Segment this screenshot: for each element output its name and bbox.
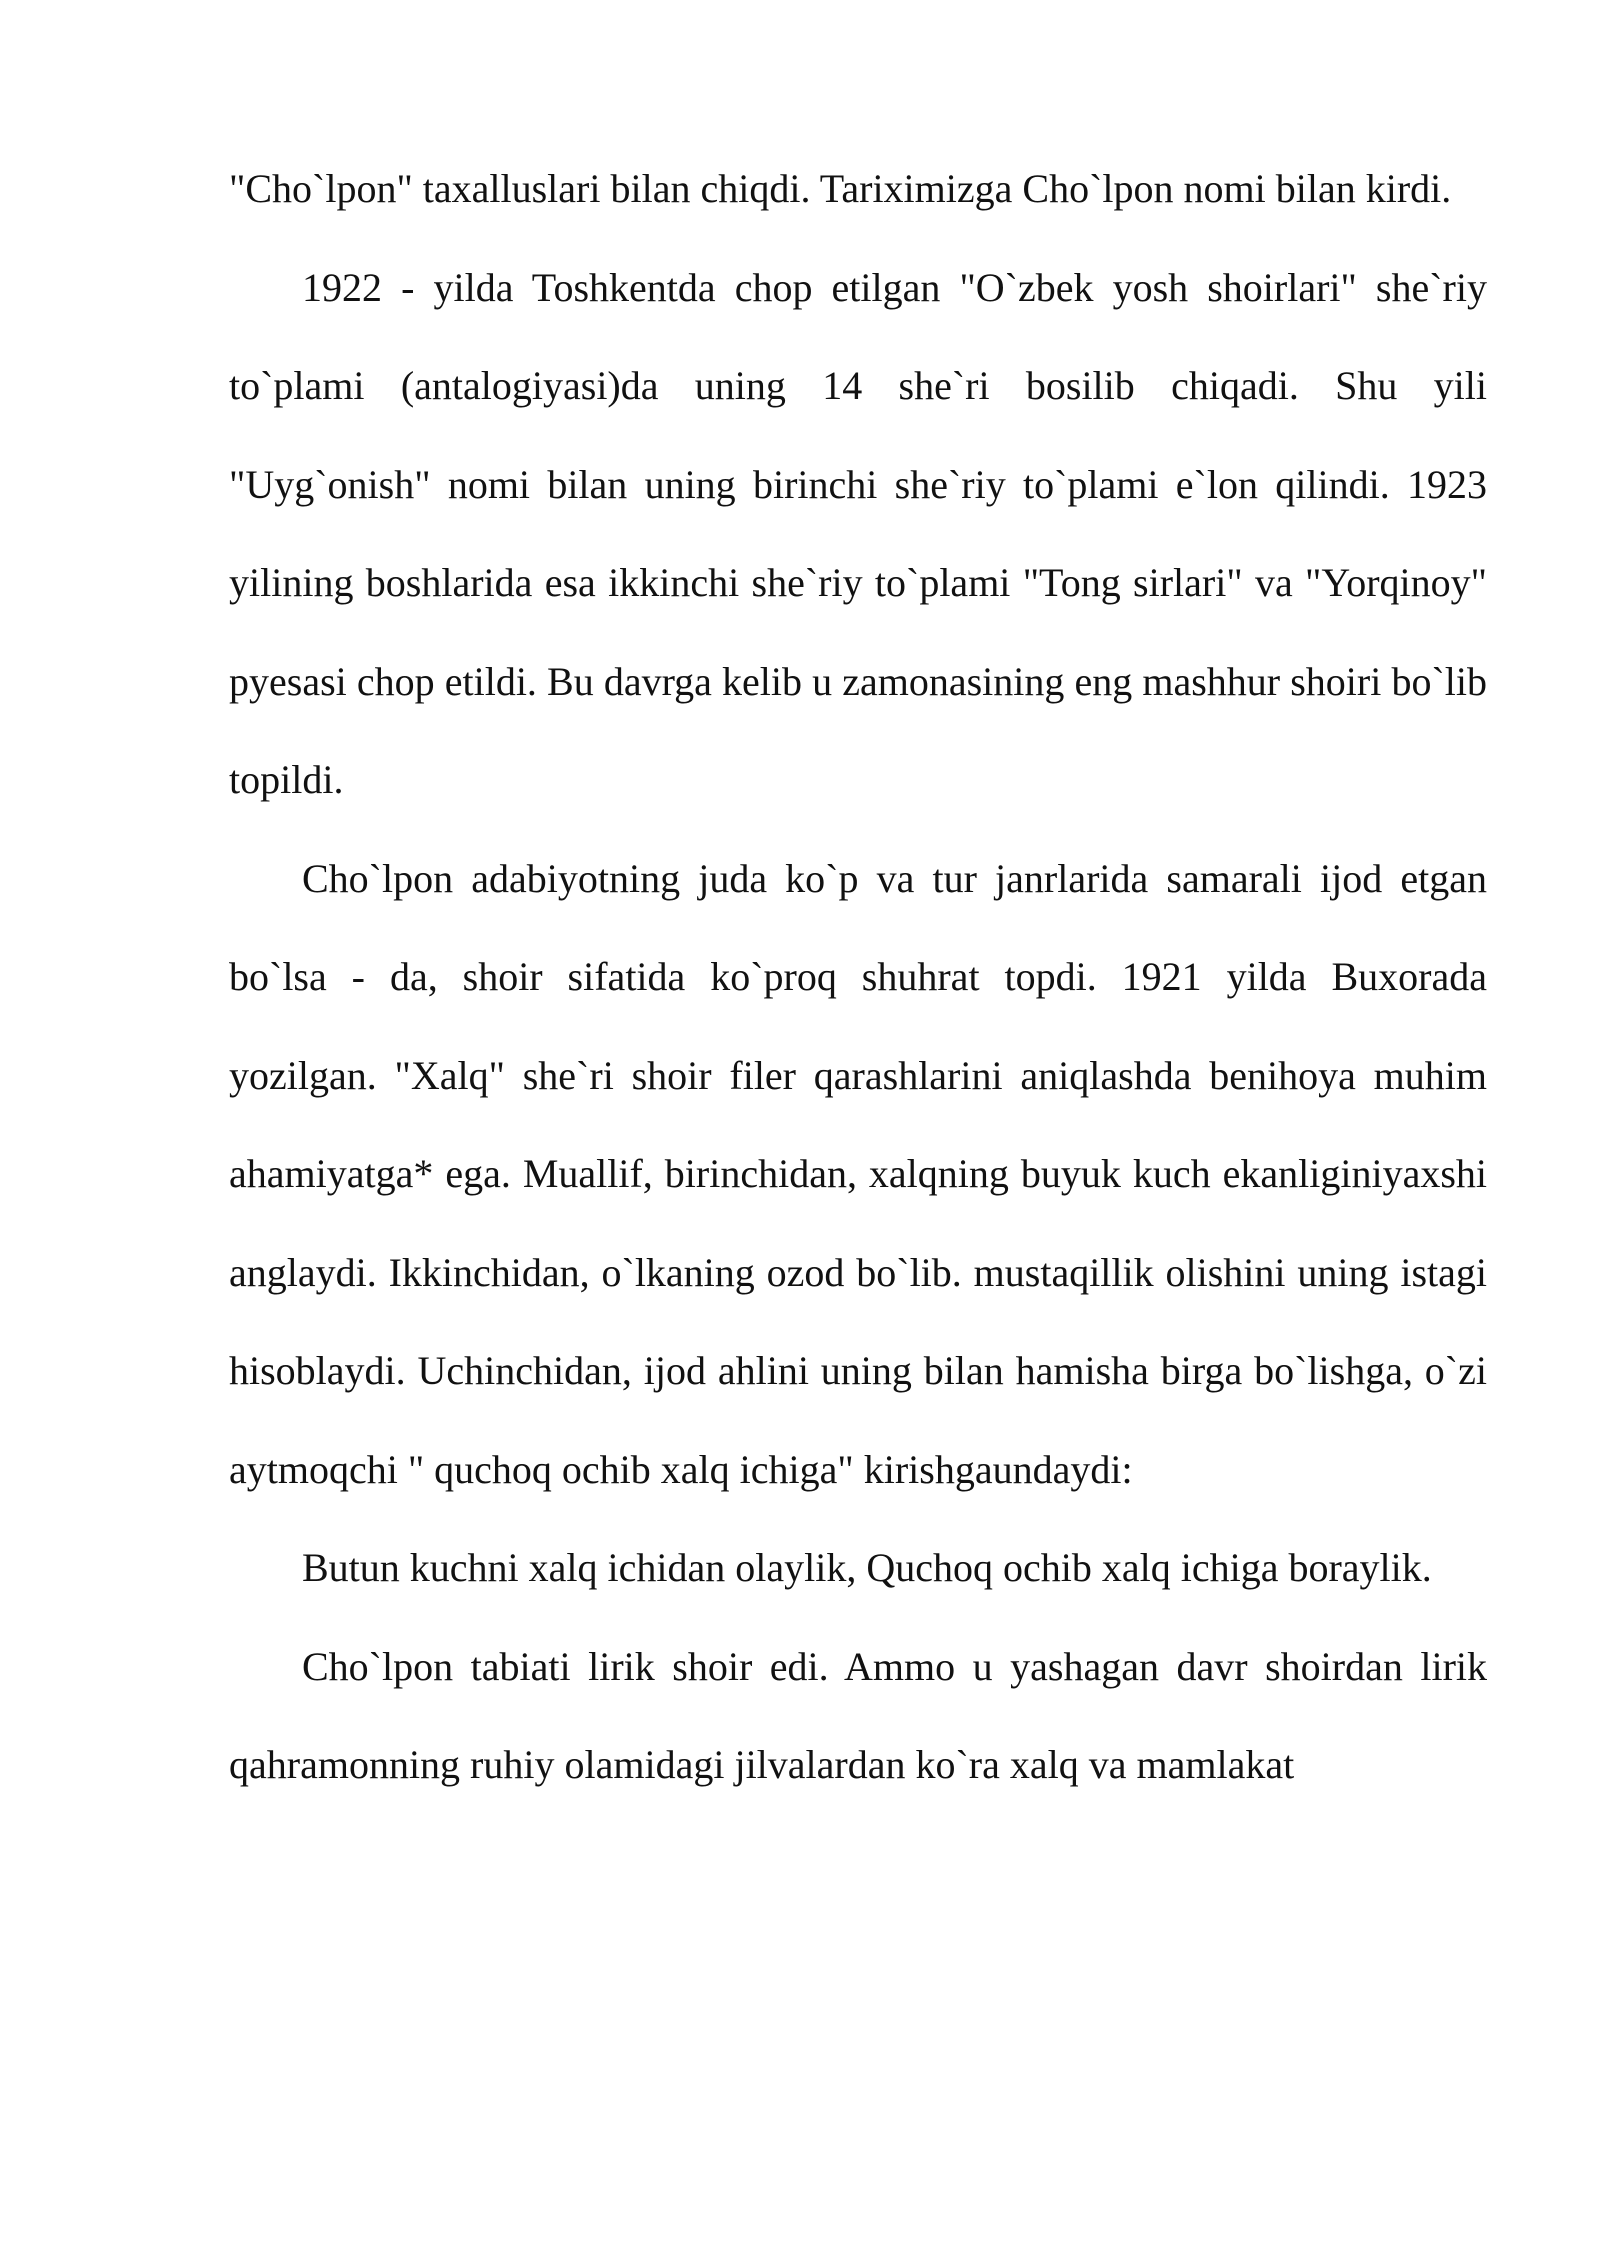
paragraph-4-poem-quote: Butun kuchni xalq ichidan olaylik, Quchoq ochib xalq ichiga boraylik. [302, 1545, 1432, 1590]
body-text [229, 140, 1487, 1815]
paragraph-5: Cho`lpon tabiati lirik shoir edi. Ammo u yashagan davr shoirdan lirik qahramonning ruhiy olamidagi jilvalardan ko`ra xalq va mamlakat [229, 1643, 1487, 1787]
paragraph-2: 1922 - yilda Toshkentda chop etilgan "O`zbek yosh shoirlari" she`riy to`plami (antalogiyasi)da uning 14 she`ri bosilib chiqadi. Shu yili "Uyg`onish" nomi bilan uning birinchi she`riy to`plami e`lon qilindi. 1923 yilining boshlarida esa ikkinchi she`riy to`plami "Tong sirlari" va "Yorqinoy" pyesasi chop etildi. Bu davrga kelib u zamonasining eng mashhur shoiri bo`lib topildi. [229, 264, 1487, 802]
paragraph-3: Cho`lpon adabiyotning juda ko`p va tur janrlarida samarali ijod etgan bo`lsa - da, shoir sifatida ko`proq shuhrat topdi. 1921 yilda Buxorada yozilgan. "Xalq" she`ri shoir filer qarashlarini aniqlashda benihoya muhim ahamiyatga* ega. Muallif, birinchidan, xalqning buyuk kuch ekanliginiyaxshi anglaydi. Ikkinchidan, o`lkaning ozod bo`lib. mustaqillik olishini uning istagi hisoblaydi. Uchinchidan, ijod ahlini uning bilan hamisha birga bo`lishga, o`zi aytmoqchi " quchoq ochib xalq ichiga" kirishgaundaydi: [229, 855, 1487, 1492]
paragraph-1: "Cho`lpon" taxalluslari bilan chiqdi. Tariximizga Cho`lpon nomi bilan kirdi. [229, 166, 1452, 211]
